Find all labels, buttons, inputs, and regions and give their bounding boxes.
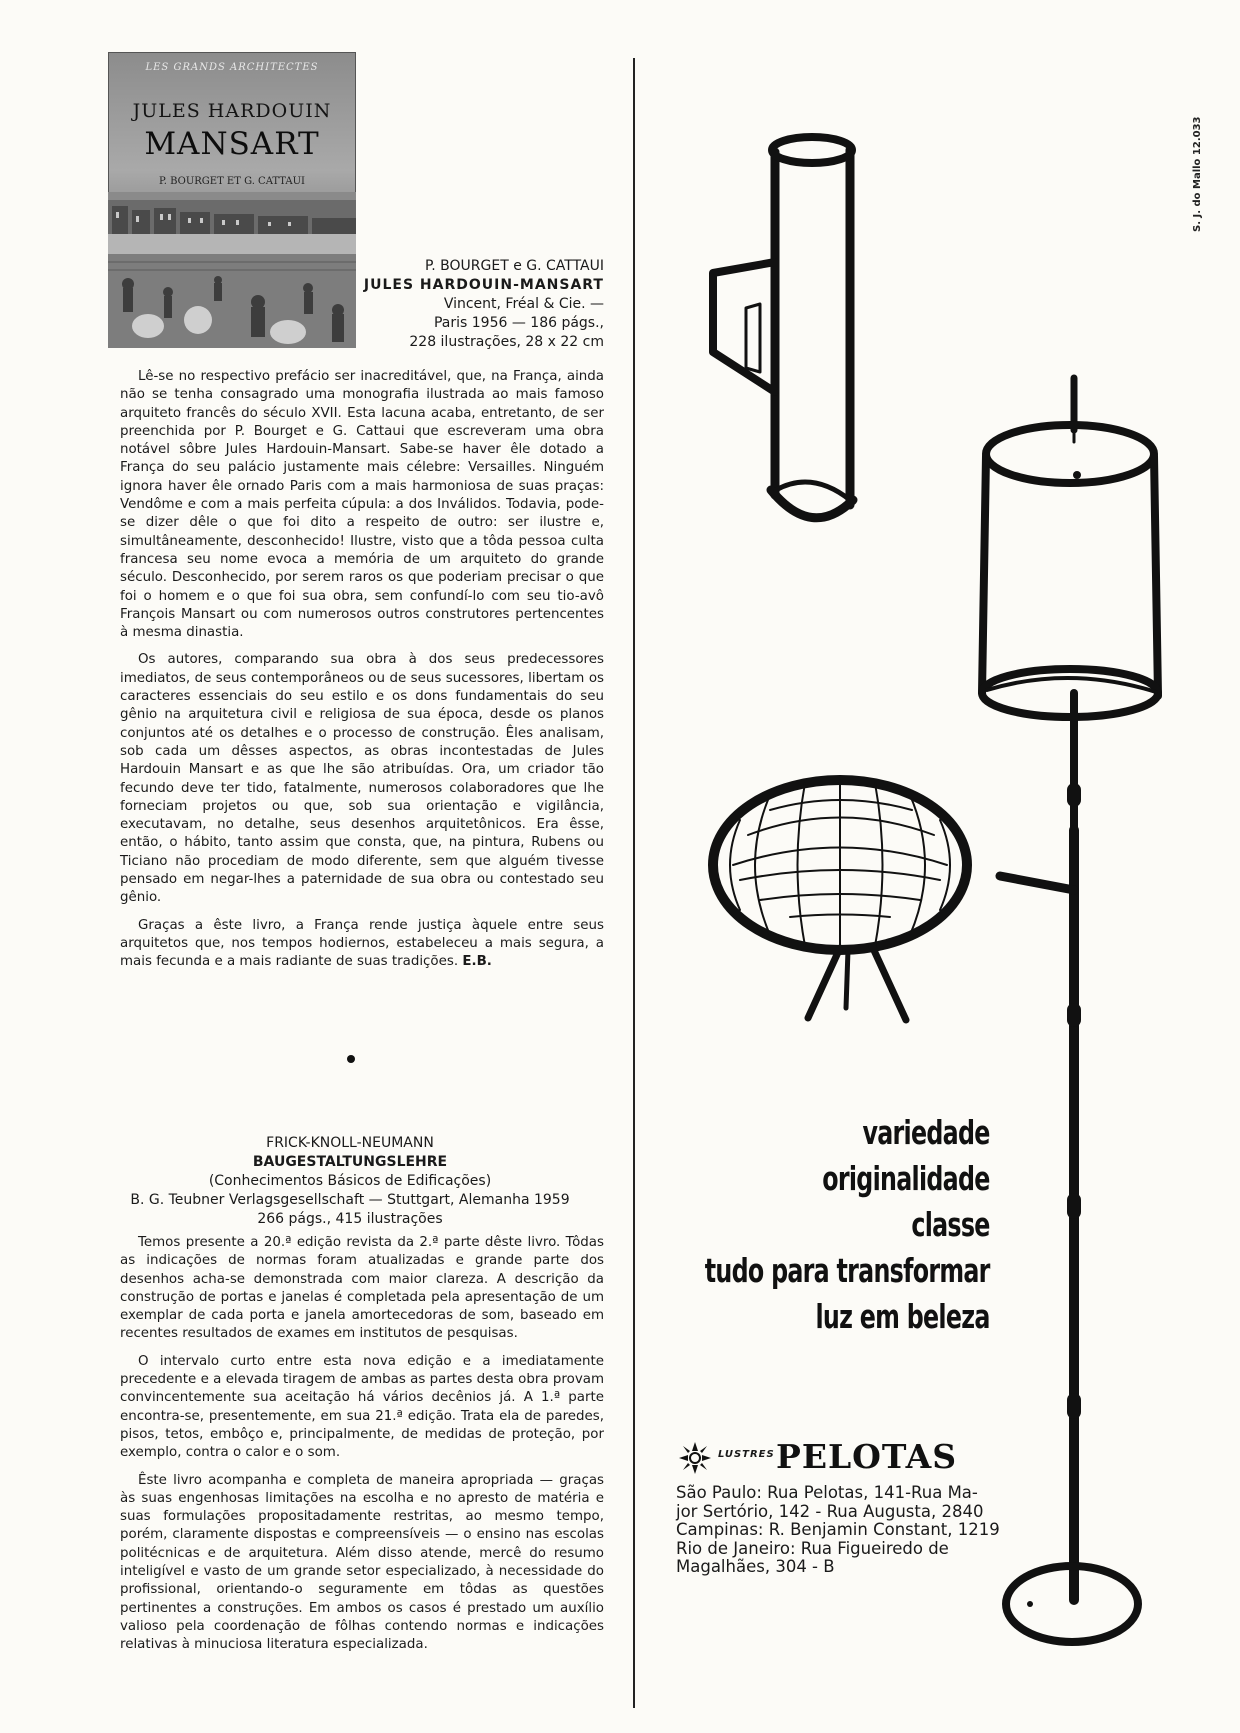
cover-title-line1: JULES HARDOUIN — [132, 100, 332, 122]
agency-code: S. J. do Mallo 12.033 — [1192, 116, 1203, 232]
book2-publisher: B. G. Teubner Verlagsgesellschaft — Stuttgart, Alemanha 1959 — [130, 1192, 570, 1208]
book2-subtitle: (Conhecimentos Básicos de Edificações) — [208, 1173, 492, 1189]
store-addresses — [676, 1483, 1000, 1577]
cylinder-shade-lamp — [982, 425, 1158, 717]
palace-engraving-illustration — [108, 192, 356, 348]
book2-authors: FRICK-KNOLL-NEUMANN — [266, 1135, 434, 1151]
book1-title: JULES HARDOUIN-MANSART — [363, 277, 604, 293]
cover-authors: P. BOURGET ET G. CATTAUI — [159, 176, 305, 187]
book1-paragraph-3-text: Graças a êste livro, a França rende justiça àquele entre seus arquitetos que, nos tempos hodiernos, estabeleceu a mais segura, a mais fecunda e a mais radiante de suas tradições. — [120, 917, 604, 970]
book1-paragraph-3 — [120, 917, 604, 972]
column-divider — [633, 58, 635, 1708]
address-line-1: São Paulo: Rua Pelotas, 141-Rua Ma- — [676, 1483, 978, 1502]
book2-paragraph-3: Êste livro acompanha e completa de maneira apropriada — graças às suas engenhosas limitações na escolha e no apresto de matéria e suas formulações propositadamente restritas, ao mesmo tempo, porém, claramente dispostas e compreensíveis — o ensino nas escolas politécnicas e de arquitetura. Além disso atende, mercê do resumo inteligível e vasto de um grande setor especializado, à necessidade do profissional, orientando-o seguramente em tôdas as questões pertinentes a construções. Em ambos os casos é prestado um auxílio valioso pela coordenação de fôlhas contendo normas e indicações relativas à minuciosa literatura especializada. — [120, 1472, 604, 1653]
address-line-5: Magalhães, 304 - B — [676, 1557, 835, 1577]
ad-slogan — [705, 1110, 990, 1340]
address-line-4: Rio de Janeiro: Rua Figueiredo de — [676, 1538, 949, 1558]
book2-paragraph-2: O intervalo curto entre esta nova edição e a imediatamente precedente e a elevada tiragem de ambas as partes desta obra provam convincentemente sua aceitação há vários decênios já. A 1.ª parte encontra-se, presentemente, em sua 21.ª edição. Trata ela de paredes, pisos, tetos, embôço e, principalmente, de medidas de proteção, por exemplo, contra o calor e o som. — [120, 1353, 604, 1461]
slogan-line-5: luz em beleza — [815, 1297, 990, 1336]
wall-sconce-lamp — [713, 137, 853, 518]
globe-lamp — [713, 780, 967, 1020]
slogan-line-1: variedade — [862, 1113, 990, 1152]
address-line-2: jor Sertório, 142 - Rua Augusta, 2840 — [676, 1501, 984, 1521]
brand-name: PELOTAS — [776, 1437, 958, 1476]
cover-title-line2: MANSART — [144, 126, 320, 162]
book1-review — [120, 368, 604, 981]
book1-details: 228 ilustrações, 28 x 22 cm — [409, 334, 604, 350]
book2-review — [120, 1234, 604, 1664]
address-line-3: Campinas: R. Benjamin Constant, 1219 — [676, 1520, 1000, 1540]
book2-title: BAUGESTALTUNGSLEHRE — [252, 1154, 448, 1170]
book1-authors: P. BOURGET e G. CATTAUI — [424, 258, 604, 274]
cover-series-text: LES GRANDS ARCHITECTES — [145, 62, 319, 73]
book2-details: 266 págs., 415 ilustrações — [257, 1211, 443, 1227]
slogan-line-3: classe — [911, 1205, 990, 1244]
book1-credit — [364, 257, 604, 352]
book1-edition: Paris 1956 — 186 págs., — [433, 315, 604, 331]
book1-signature: E.B. — [462, 954, 492, 970]
brand-logo — [678, 1437, 998, 1477]
star-icon — [678, 1441, 712, 1475]
book2-paragraph-1: Temos presente a 20.ª edição revista da 2.ª parte dêste livro. Tôdas as indicações de normas foram atualizadas e grande parte dos desenhos acha-se demonstrada com maior clareza. A descrição da construção de portas e janelas é completada pela apresentação de um exemplar de cada porta e janela amortecedoras de som, baseado em recentes resultados de exames em institutos de pesquisas. — [120, 1235, 604, 1342]
book1-paragraph-1: Lê-se no respectivo prefácio ser inacreditável, que, na França, ainda não se tenha consagrado uma monografia ilustrada ao mais famoso arquiteto francês do século XVII. Esta lacuna acaba, entretanto, de ser preenchida por P. Bourget e G. Cattaui que escreveram uma obra notável sôbre Jules Hardouin-Mansart. Sabe-se haver êle dotado a França do seu palácio justamente mais célebre: Versailles. Ninguém ignora haver êle ornado Paris com a mais harmoniosa de suas praças: Vendôme e com a mais perfeita cúpula: a dos Inválidos. Todavia, pode-se dizer dêle o que foi dito a respeito de outro: ser ilustre e, simultâneamente, desconhecido! Ilustre, visto que a tôda pessoa culta francesa seu nome evoca a memória de um arquiteto do grande século. Desconhecido, por serem raros os que poderiam precisar o que foi o homem e o que foi sua obra, sem confundí-lo com seu tio-avô François Mansart ou com numerosos outros construtores pertencentes à mesma dinastia. — [120, 369, 604, 641]
brand-prefix: LUSTRES — [718, 1449, 775, 1460]
book-cover-image — [108, 52, 356, 348]
slogan-line-4: tudo para transformar — [705, 1251, 990, 1290]
slogan-line-2: originalidade — [822, 1159, 990, 1198]
book1-paragraph-2: Os autores, comparando sua obra à dos seus predecessores imediatos, de seus contemporâneos ou de seus sucessores, libertam os caracteres essenciais do seu estilo e os dons fundamentais do seu gênio na arquitetura civil e religiosa de sua época, desde os planos conjuntos até os detalhes e o processo de construção. Êles analisam, sob cada um dêsses aspectos, as obras incontestadas de Jules Hardouin Mansart e as que lhe são atribuídas. Ora, um criador tão fecundo deve ter tido, fatalmente, numerosos colaboradores que lhe forneciam projetos ou que, sob sua orientação e vigilância, executavam, no detalhe, seus desenhos arquitetônicos. Era êsse, então, o hábito, tanto assim que consta, que, na pintura, Rubens ou Ticiano não procediam de modo diferente, sem que alguém tivesse pensado em negar-lhes a paternidade de sua obra ou contestado seu gênio. — [120, 652, 604, 906]
book2-credit — [100, 1134, 600, 1229]
section-separator-dot — [347, 1055, 355, 1063]
book1-publisher: Vincent, Fréal & Cie. — — [443, 296, 604, 312]
